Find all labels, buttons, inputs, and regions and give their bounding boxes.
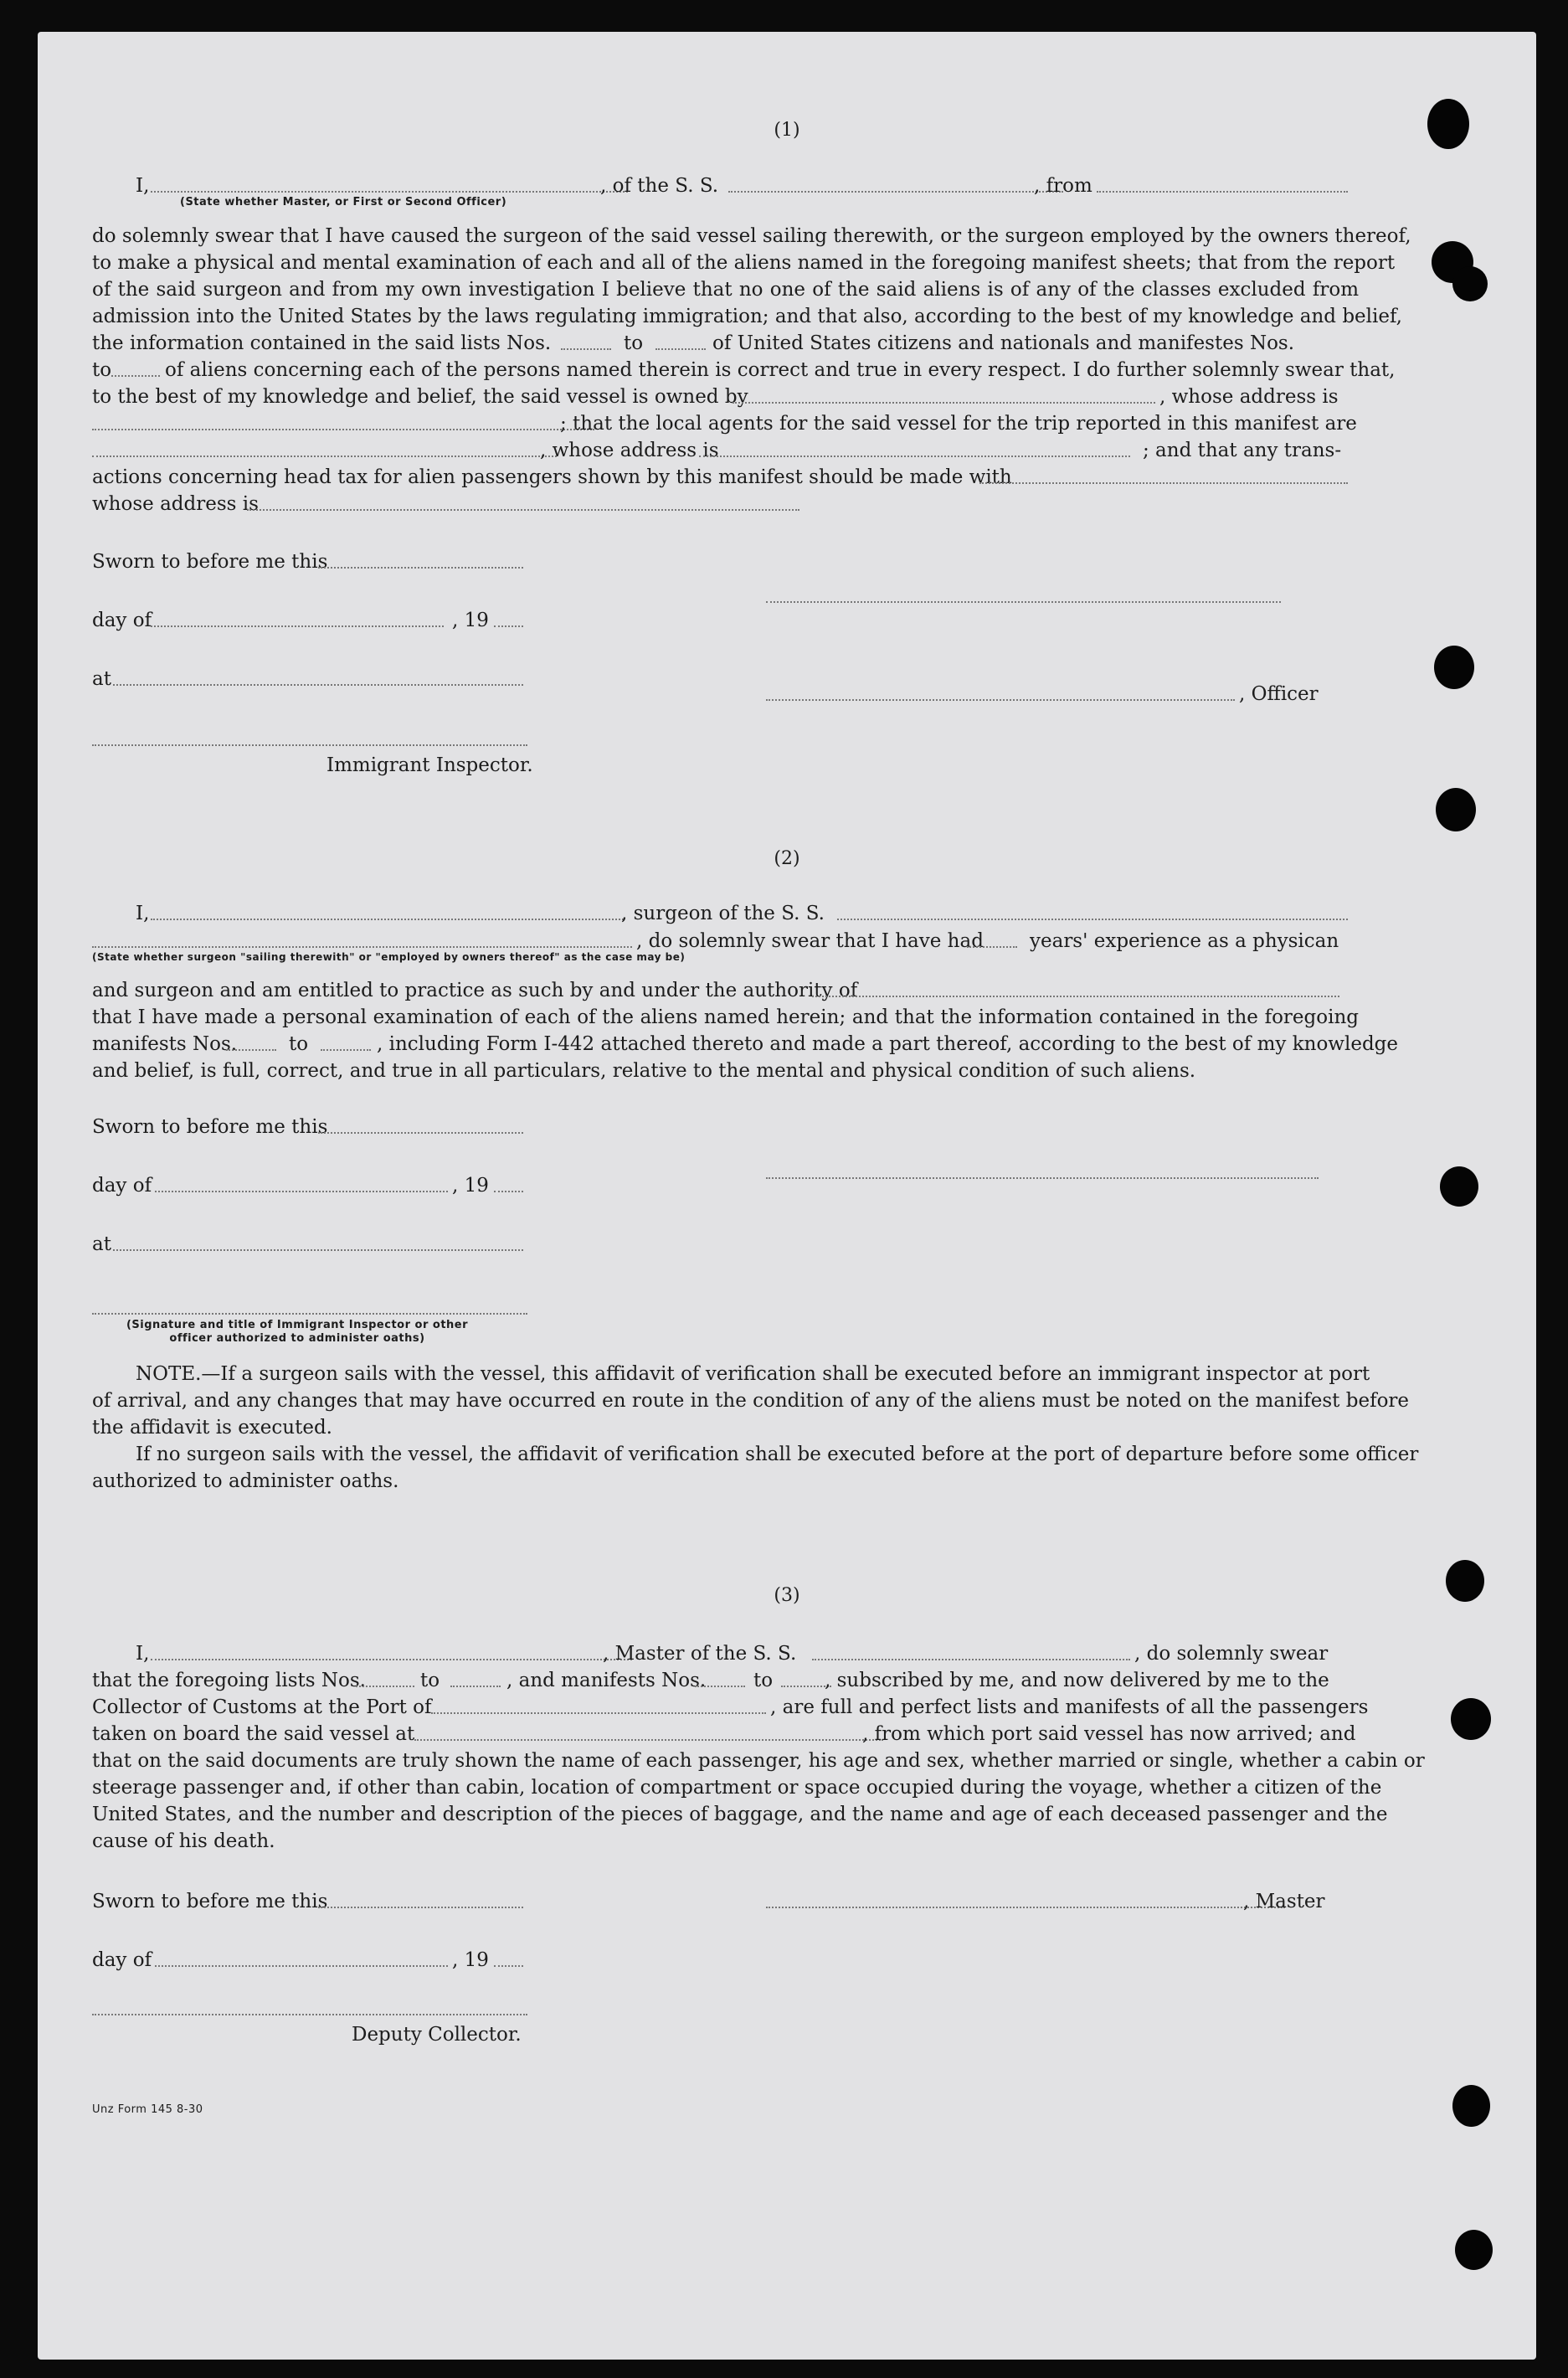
s2-manifests-label: manifests Nos.	[92, 1033, 238, 1055]
s2-swear-label: , do solemnly swear that I have had	[636, 930, 984, 952]
s2-day-field[interactable]	[155, 1191, 448, 1192]
s1-agents-field[interactable]	[92, 456, 557, 457]
s2-sworn-label: Sworn to before me this	[92, 1116, 328, 1138]
s3-subscribed-label: , subscribed by me, and now delivered by me to the	[825, 1670, 1329, 1691]
s3-deputy-label: Deputy Collector.	[352, 2024, 522, 2046]
s2-year-field[interactable]	[494, 1191, 523, 1192]
section-2-number: (2)	[774, 848, 800, 869]
s2-at-field[interactable]	[113, 1249, 523, 1251]
section-1-number: (1)	[774, 120, 800, 141]
section-3-number: (3)	[774, 1585, 800, 1606]
s3-sworn-field[interactable]	[318, 1907, 523, 1908]
s1-lists-to-label: to	[624, 332, 644, 354]
s3-lists-to-field[interactable]	[450, 1686, 501, 1687]
s3-master-name-field[interactable]	[151, 1659, 632, 1660]
s1-inspector-signature-field[interactable]	[92, 744, 527, 746]
s2-sig-note-1: (Signature and title of Immigrant Inspector or other	[126, 1319, 469, 1331]
punch-hole-icon	[1452, 266, 1488, 301]
s1-officer-title-field[interactable]	[766, 699, 1235, 701]
s3-manifests-to-label: to	[753, 1670, 774, 1691]
s3-taken-label: taken on board the said vessel at	[92, 1723, 415, 1745]
s2-i-label: I,	[136, 903, 150, 924]
s3-master-signature-field[interactable]	[766, 1907, 1285, 1908]
s1-aliens-line: of aliens concerning each of the persons named therein is correct and true in every respect. I do further solemnly swear that,	[165, 359, 1396, 381]
s1-of-ss-label: , of the S. S.	[600, 175, 719, 197]
s3-manifests-to-field[interactable]	[781, 1686, 831, 1687]
s2-year-label: , 19	[452, 1175, 489, 1197]
s1-agents-address-field[interactable]	[699, 456, 1130, 457]
s1-trans-label: ; and that any trans-	[1143, 440, 1342, 461]
s2-sig-note-2: officer authorized to administer oaths)	[169, 1332, 425, 1345]
s3-collector-label: Collector of Customs at the Port of	[92, 1696, 432, 1718]
s3-lists-label: that the foregoing lists Nos.	[92, 1670, 366, 1691]
s1-head-tax-label: actions concerning head tax for alien passengers shown by this manifest should be made with	[92, 466, 1012, 488]
s3-year-label: , 19	[452, 1949, 489, 1971]
s1-para-line: admission into the United States by the laws regulating immigration; and that also, according to the best of my knowledge and belief,	[92, 306, 1402, 327]
s3-deputy-signature-field[interactable]	[92, 2014, 527, 2015]
punch-hole-icon	[1446, 1560, 1484, 1602]
s3-day-label: day of	[92, 1949, 152, 1971]
s1-lists-from-field[interactable]	[561, 348, 611, 350]
s1-at-label: at	[92, 668, 111, 690]
s3-vessel-field[interactable]	[812, 1659, 1130, 1660]
punch-hole-icon	[1434, 646, 1474, 689]
s3-master-of-label: , Master of the S. S.	[603, 1643, 797, 1665]
s3-port-field[interactable]	[431, 1712, 766, 1714]
s1-whose-field[interactable]	[247, 509, 799, 511]
s1-lists-to-field[interactable]	[655, 348, 706, 350]
s2-note-line: authorized to administer oaths.	[92, 1470, 399, 1492]
punch-hole-icon	[1455, 2230, 1493, 2270]
s1-para-line: of the said surgeon and from my own investigation I believe that no one of the said aliens is of any of the classes excluded from	[92, 279, 1359, 301]
s1-i-label: I,	[136, 175, 150, 197]
punch-hole-icon	[1427, 99, 1469, 149]
s2-day-label: day of	[92, 1175, 152, 1197]
s2-surgeon-signature-field[interactable]	[766, 1177, 1319, 1179]
s3-para-line: that on the said documents are truly shown the name of each passenger, his age and sex, whether married or single, whether a cabin or	[92, 1750, 1425, 1772]
s2-years-field[interactable]	[967, 946, 1017, 948]
s2-vessel-field[interactable]	[837, 919, 1348, 920]
s3-master-label: , Master	[1243, 1891, 1325, 1912]
s1-owner-field[interactable]	[733, 402, 1155, 404]
s3-lists-from-field[interactable]	[356, 1686, 414, 1687]
s1-vessel-field[interactable]	[728, 191, 1063, 193]
s1-officer-name-field[interactable]	[151, 191, 628, 193]
s2-at-label: at	[92, 1233, 111, 1255]
s3-taken-field[interactable]	[414, 1739, 883, 1741]
s2-manifests-to-field[interactable]	[321, 1049, 371, 1051]
s1-agents-address-label: , whose address is	[540, 440, 719, 461]
s1-whose-label: whose address is	[92, 493, 259, 515]
s2-note-line: of arrival, and any changes that may have occurred en route in the condition of any of the aliens must be noted on the manifest before	[92, 1390, 1410, 1412]
s3-day-field[interactable]	[155, 1965, 448, 1967]
s1-owner-address-field[interactable]	[92, 429, 594, 430]
s1-from-label: , from	[1034, 175, 1092, 197]
s1-manifest-to-field[interactable]	[111, 375, 160, 377]
s3-manifests-from-field[interactable]	[695, 1686, 745, 1687]
s2-note-line: If no surgeon sails with the vessel, the affidavit of verification shall be executed before at the port of departure before some officer	[136, 1444, 1419, 1465]
s1-head-tax-field[interactable]	[979, 482, 1348, 484]
s1-officer-label: , Officer	[1239, 683, 1319, 705]
s3-full-label: , are full and perfect lists and manifests of all the passengers	[770, 1696, 1369, 1718]
s2-sworn-field[interactable]	[318, 1132, 523, 1134]
s1-lists-label: the information contained in the said lists Nos.	[92, 332, 552, 354]
s3-lists-to-label: to	[420, 1670, 440, 1691]
s2-surgeon-status-field[interactable]	[92, 946, 632, 948]
s1-citizens-label: of United States citizens and nationals and manifestes Nos.	[712, 332, 1295, 354]
s1-sworn-label: Sworn to before me this	[92, 551, 328, 573]
s2-surgeon-name-field[interactable]	[151, 919, 624, 920]
punch-hole-icon	[1451, 1698, 1491, 1740]
s3-i-label: I,	[136, 1643, 150, 1665]
s1-sworn-field[interactable]	[318, 567, 523, 569]
s2-note-line: NOTE.—If a surgeon sails with the vessel, this affidavit of verification shall be executed before an immigrant inspector at port	[136, 1363, 1370, 1385]
s3-manifests-label: , and manifests Nos.	[506, 1670, 707, 1691]
s1-para-line: do solemnly swear that I have caused the surgeon of the said vessel sailing therewith, or the surgeon employed by the owners thereof,	[92, 225, 1411, 247]
form-number: Unz Form 145 8-30	[92, 2103, 203, 2116]
s1-officer-note: (State whether Master, or First or Second Officer)	[180, 196, 507, 208]
s1-day-label: day of	[92, 610, 152, 631]
s2-years-label: years' experience as a physican	[1030, 930, 1339, 952]
s2-note-line: the affidavit is executed.	[92, 1417, 332, 1439]
s1-agents-label: ; that the local agents for the said vessel for the trip reported in this manifest are	[560, 413, 1357, 435]
s2-authority-label: and surgeon and am entitled to practice as such by and under the authority of	[92, 980, 858, 1001]
s3-para-line: steerage passenger and, if other than cabin, location of compartment or space occupied during the voyage, whether a citizen of the	[92, 1777, 1382, 1799]
s1-from-field[interactable]	[1097, 191, 1348, 193]
s1-year-label: , 19	[452, 610, 489, 631]
s2-form-line: , including Form I-442 attached thereto and made a part thereof, according to the best of my knowledge	[377, 1033, 1398, 1055]
punch-hole-icon	[1452, 2085, 1490, 2127]
s1-to-label: to	[92, 359, 112, 381]
s1-day-field[interactable]	[151, 625, 444, 627]
punch-hole-icon	[1436, 788, 1476, 831]
s2-inspector-signature-field[interactable]	[92, 1313, 527, 1315]
s1-year-field[interactable]	[494, 625, 523, 627]
s1-owned-label: to the best of my knowledge and belief, the said vessel is owned by	[92, 386, 748, 408]
s1-at-field[interactable]	[113, 684, 523, 686]
s3-cause-line: cause of his death.	[92, 1830, 275, 1852]
s2-manifests-to-label: to	[289, 1033, 309, 1055]
s3-sworn-label: Sworn to before me this	[92, 1891, 328, 1912]
s2-exam-line: that I have made a personal examination of each of the aliens named herein; and that the information contained in the foregoing	[92, 1006, 1359, 1028]
s1-para-line: to make a physical and mental examination of each and all of the aliens named in the foregoing manifest sheets; that from the report	[92, 252, 1396, 274]
s3-para-line: United States, and the number and description of the pieces of baggage, and the name and age of each deceased passenger and the	[92, 1804, 1388, 1825]
s1-officer-signature-field[interactable]	[766, 601, 1281, 603]
s1-owner-address-label: , whose address is	[1159, 386, 1339, 408]
s3-arrived-label: , from which port said vessel has now arrived; and	[862, 1723, 1356, 1745]
manifest-affidavit-page	[38, 32, 1536, 2360]
s2-surgeon-note: (State whether surgeon "sailing therewith" or "employed by owners thereof" as the case may be)	[92, 951, 686, 963]
punch-hole-icon	[1440, 1166, 1478, 1207]
s2-authority-field[interactable]	[812, 996, 1339, 997]
s1-inspector-label: Immigrant Inspector.	[326, 754, 533, 776]
s2-surgeon-of-label: , surgeon of the S. S.	[621, 903, 825, 924]
s3-year-field[interactable]	[494, 1965, 523, 1967]
s2-belief-line: and belief, is full, correct, and true in all particulars, relative to the mental and physical condition of such aliens.	[92, 1060, 1196, 1082]
s3-do-swear-label: , do solemnly swear	[1134, 1643, 1329, 1665]
s2-manifests-from-field[interactable]	[226, 1049, 276, 1051]
